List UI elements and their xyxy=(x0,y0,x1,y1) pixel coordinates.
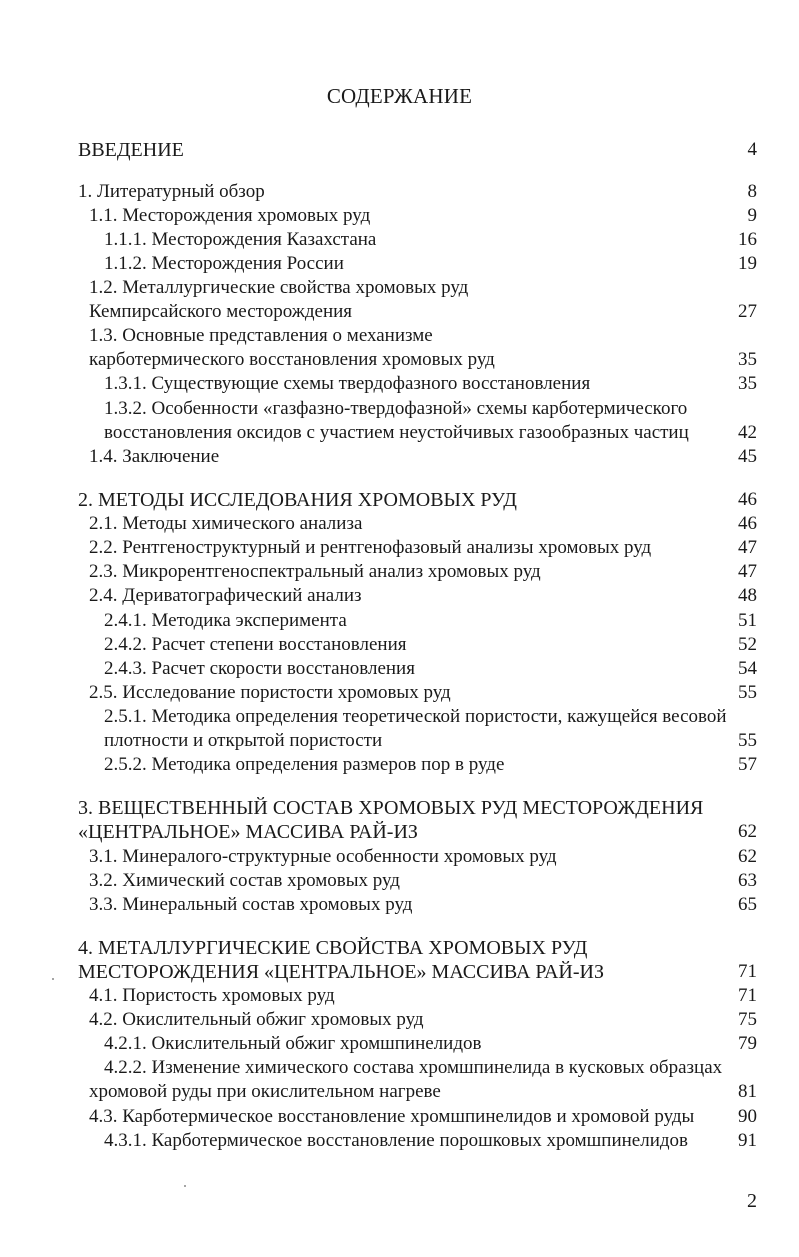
toc-entry-page: 75 xyxy=(738,1009,757,1030)
toc-entry-page: 54 xyxy=(738,658,757,679)
toc-entry-title: плотности и открытой пористости xyxy=(104,730,383,751)
toc-entry-title: 1.3.1. Существующие схемы твердофазного восстановления xyxy=(104,373,591,394)
toc-entry-title: 2.3. Микрорентгеноспектральный анализ хромовых руд xyxy=(89,561,541,582)
toc-entry-page: 55 xyxy=(738,730,757,751)
toc-entry-title: хромовой руды при окислительном нагреве xyxy=(89,1081,441,1102)
toc-entry-title: 2.4. Дериватографический анализ xyxy=(89,585,362,606)
toc-entry-title: 3. ВЕЩЕСТВЕННЫЙ СОСТАВ ХРОМОВЫХ РУД МЕСТОРОЖДЕНИЯ xyxy=(78,797,704,819)
toc-entry-title: 4.1. Пористость хромовых руд xyxy=(89,985,335,1006)
toc-entry-page: 71 xyxy=(738,985,757,1006)
toc-entry-title: МЕСТОРОЖДЕНИЯ «ЦЕНТРАЛЬНОЕ» МАССИВА РАЙ-ИЗ xyxy=(78,961,604,983)
toc-entry-page: 46 xyxy=(738,513,757,534)
toc-entry-title: 1. Литературный обзор xyxy=(78,181,265,202)
toc-entry-page: 9 xyxy=(747,205,757,226)
toc-entry-title: 1.1.2. Месторождения России xyxy=(104,253,344,274)
toc-entry-title: 4. МЕТАЛЛУРГИЧЕСКИЕ СВОЙСТВА ХРОМОВЫХ РУД xyxy=(78,937,588,959)
toc-entry-page: 16 xyxy=(738,229,757,250)
toc-entry-title: 2.5. Исследование пористости хромовых руд xyxy=(89,682,451,703)
toc-entry-title: Кемпирсайского месторождения xyxy=(89,301,353,322)
toc-entry-page: 90 xyxy=(738,1106,757,1127)
toc-entry-title: 3.3. Минеральный состав хромовых руд xyxy=(89,894,413,915)
toc-entry-title: 4.2.1. Окислительный обжиг хромшпинелидов xyxy=(104,1033,482,1054)
toc-entry-title: 1.1. Месторождения хромовых руд xyxy=(89,205,371,226)
toc-entry-title: карботермического восстановления хромовых руд xyxy=(89,349,495,370)
toc-entry-title: 1.1.1. Месторождения Казахстана xyxy=(104,229,377,250)
toc-entry-page: 57 xyxy=(738,754,757,775)
toc-entry-page: 45 xyxy=(738,446,757,467)
toc-entry-title: восстановления оксидов с участием неустойчивых газообразных частиц xyxy=(104,422,689,443)
toc-entry-title: 3.1. Минералого-структурные особенности хромовых руд xyxy=(89,846,557,867)
toc-entry-page: 79 xyxy=(738,1033,757,1054)
toc-entry-title: 4.3.1. Карботермическое восстановление порошковых хромшпинелидов xyxy=(104,1130,689,1151)
scan-speck xyxy=(184,1185,186,1187)
toc-entry-title: 2.2. Рентгеноструктурный и рентгенофазовый анализы хромовых руд xyxy=(89,537,652,558)
toc-entry-title: ВВЕДЕНИЕ xyxy=(78,139,184,161)
toc-entry-page: 55 xyxy=(738,682,757,703)
toc-entry-page: 62 xyxy=(738,846,757,867)
toc-entry-title: 4.2. Окислительный обжиг хромовых руд xyxy=(89,1009,424,1030)
toc-entry-page: 51 xyxy=(738,610,757,631)
toc-entry-title: 1.2. Металлургические свойства хромовых руд xyxy=(89,277,469,298)
toc-entry-title: 2.4.3. Расчет скорости восстановления xyxy=(104,658,415,679)
toc-entry-page: 47 xyxy=(738,537,757,558)
toc-entry-title: 4.2.2. Изменение химического состава хромшпинелида в кусковых образцах xyxy=(104,1057,723,1078)
toc-entry-page: 35 xyxy=(738,349,757,370)
toc-entry-page: 4 xyxy=(747,139,757,160)
toc-entry-page: 63 xyxy=(738,870,757,891)
toc-entry-title: 3.2. Химический состав хромовых руд xyxy=(89,870,400,891)
scan-speck xyxy=(52,978,54,980)
toc-entry-page: 46 xyxy=(738,489,757,510)
toc-entry-page: 42 xyxy=(738,422,757,443)
toc-entry-title: 2.1. Методы химического анализа xyxy=(89,513,363,534)
toc-entry-page: 47 xyxy=(738,561,757,582)
toc-entry-title: 4.3. Карботермическое восстановление хромшпинелидов и хромовой руды xyxy=(89,1106,695,1127)
toc-entry-title: 2.5.2. Методика определения размеров пор в руде xyxy=(104,754,505,775)
toc-entry-title: 2.4.1. Методика эксперимента xyxy=(104,610,347,631)
toc-entry-page: 19 xyxy=(738,253,757,274)
toc-entry-page: 8 xyxy=(747,181,757,202)
toc-entry-page: 52 xyxy=(738,634,757,655)
toc-entry-page: 48 xyxy=(738,585,757,606)
toc-entry-title: 2. МЕТОДЫ ИССЛЕДОВАНИЯ ХРОМОВЫХ РУД xyxy=(78,489,517,511)
toc-entry-title: 1.4. Заключение xyxy=(89,446,220,467)
page-number: 2 xyxy=(747,1190,757,1212)
toc-entry-title: «ЦЕНТРАЛЬНОЕ» МАССИВА РАЙ-ИЗ xyxy=(78,821,418,843)
toc-entry-title: 1.3.2. Особенности «газфазно-твердофазной» схемы карботермического xyxy=(104,398,688,419)
toc-entry-title: 2.5.1. Методика определения теоретической пористости, кажущейся весовой xyxy=(104,706,727,727)
toc-entry-page: 81 xyxy=(738,1081,757,1102)
toc-entry-page: 71 xyxy=(738,961,757,982)
toc-entry-page: 35 xyxy=(738,373,757,394)
toc-entry-title: 1.3. Основные представления о механизме xyxy=(89,325,433,346)
toc-entry-title: 2.4.2. Расчет степени восстановления xyxy=(104,634,407,655)
toc-entry-page: 91 xyxy=(738,1130,757,1151)
toc-entry-page: 27 xyxy=(738,301,757,322)
toc-entry-page: 65 xyxy=(738,894,757,915)
toc-entry-page: 62 xyxy=(738,821,757,842)
page-title: СОДЕРЖАНИЕ xyxy=(326,84,473,108)
